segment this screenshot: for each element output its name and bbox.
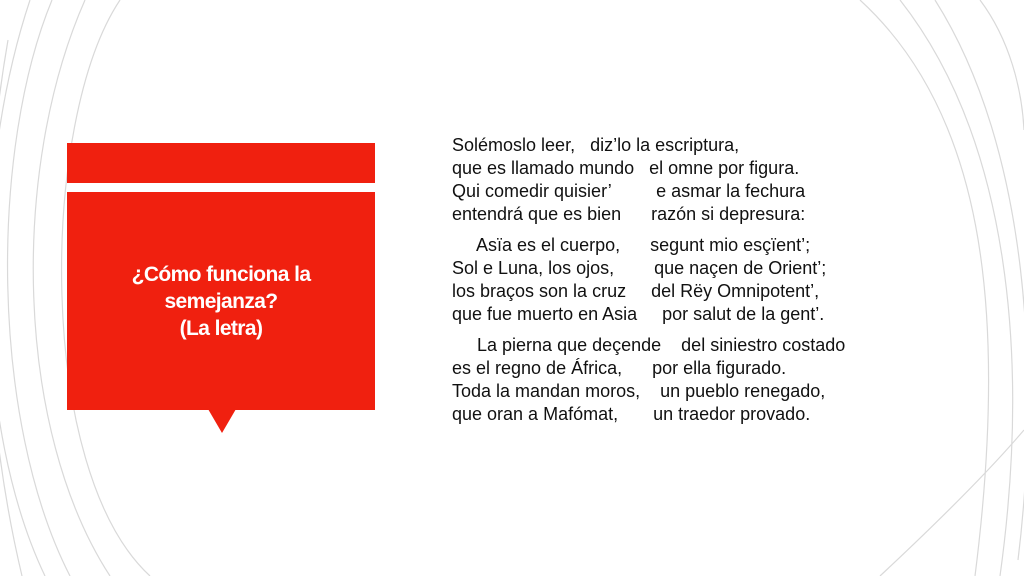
- verse: Asïa es el cuerpo, segunt mio esçïent’;: [452, 235, 811, 255]
- slide-title: [132, 261, 311, 342]
- poem-text: [452, 134, 972, 434]
- verse: Sol e Luna, los ojos, que naçen de Orient’;: [452, 258, 827, 278]
- stanza-2: [452, 234, 972, 326]
- verse: La pierna que deçende del siniestro costado: [452, 335, 846, 355]
- title-line-2: semejanza?: [164, 289, 278, 313]
- verse: Solémoslo leer, diz’lo la escriptura,: [452, 135, 740, 155]
- verse: entendrá que es bien razón si depresura:: [452, 204, 806, 224]
- verse: que fue muerto en Asia por salut de la gent’.: [452, 304, 825, 324]
- title-line-3: (La letra): [179, 316, 263, 340]
- title-line-1: ¿Cómo funciona la: [131, 262, 311, 286]
- verse: Qui comedir quisier’ e asmar la fechura: [452, 181, 806, 201]
- stanza-3: [452, 334, 972, 426]
- stanza-1: [452, 134, 972, 226]
- title-panel: [67, 192, 375, 410]
- verse: que oran a Mafómat, un traedor provado.: [452, 404, 811, 424]
- title-pointer: [208, 409, 236, 433]
- verse: es el regno de África, por ella figurado.: [452, 358, 787, 378]
- verse: Toda la mandan moros, un pueblo renegado,: [452, 381, 826, 401]
- verse: que es llamado mundo el omne por figura.: [452, 158, 800, 178]
- verse: los braços son la cruz del Rëy Omnipotent’,: [452, 281, 820, 301]
- accent-bar: [67, 143, 375, 183]
